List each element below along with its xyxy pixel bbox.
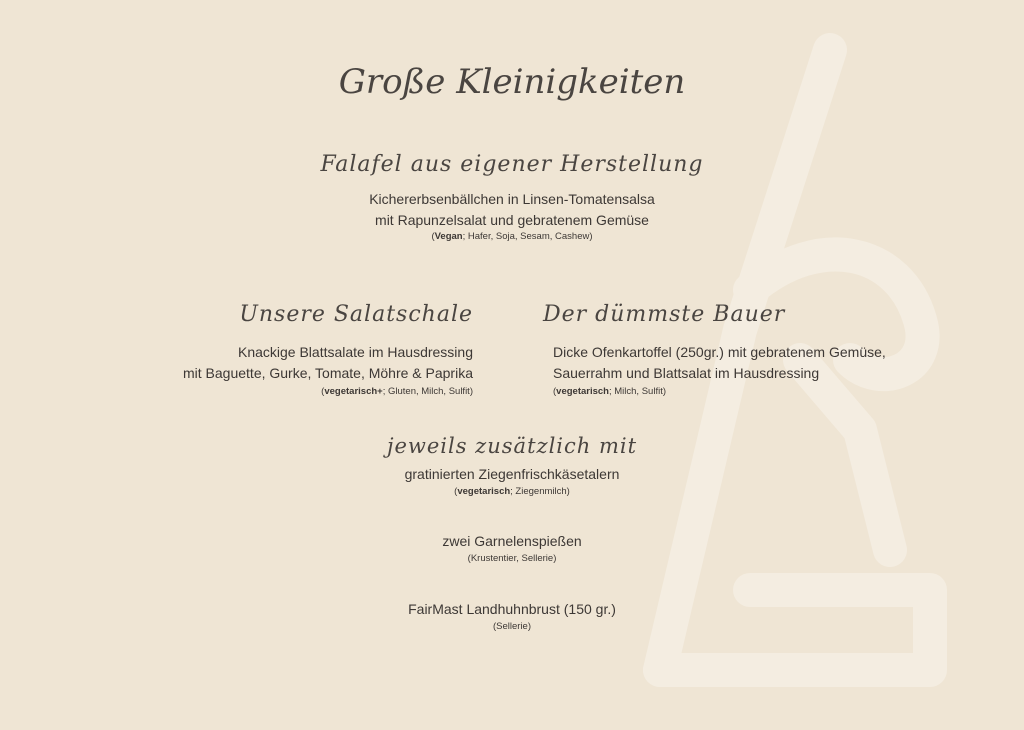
extra-item-landhuhnbrust-allergen-note: (Sellerie)	[492, 621, 532, 632]
extra-item-ziegenkaese-diet-tag: vegetarisch	[457, 486, 511, 497]
extras-heading: jeweils zusätzlich mit	[386, 434, 638, 458]
bauer-diet-tag: vegetarisch	[556, 386, 609, 397]
bauer-line2: Sauerrahm und Blattsalat im Hausdressing	[553, 365, 820, 381]
falafel-diet-tag: Vegan	[434, 231, 463, 242]
salatschale-allergens: ; Gluten, Milch, Sulfit	[382, 386, 470, 397]
bauer-line1: Dicke Ofenkartoffel (250gr.) mit gebratenem Gemüse,	[553, 344, 886, 360]
salatschale-allergen-note: (vegetarisch+; Gluten, Milch, Sulfit)	[321, 386, 473, 397]
page-title: Große Kleinigkeiten	[338, 62, 686, 102]
extra-item-garnelen: zwei Garnelenspießen	[442, 533, 582, 549]
extra-item-garnelen-allergens: Krustentier, Sellerie	[470, 553, 554, 564]
extra-item-ziegenkaese-allergens: ; Ziegenmilch	[510, 486, 567, 497]
salatschale-line1: Knackige Blattsalate im Hausdressing	[237, 344, 473, 360]
extra-item-landhuhnbrust: FairMast Landhuhnbrust (150 gr.)	[408, 601, 616, 617]
falafel-allergens: ; Hafer, Soja, Sesam, Cashew	[462, 231, 590, 242]
bauer-allergen-note: (vegetarisch; Milch, Sulfit)	[553, 386, 667, 397]
extra-item-ziegenkaese: gratinierten Ziegenfrischkäsetalern	[404, 466, 620, 482]
falafel-allergen-note: (Vegan; Hafer, Soja, Sesam, Cashew)	[431, 231, 593, 242]
salatschale-diet-tag: vegetarisch+	[324, 386, 383, 397]
salatschale-line2: mit Baguette, Gurke, Tomate, Möhre & Paprika	[183, 365, 473, 381]
extra-item-landhuhnbrust-allergens: Sellerie	[496, 621, 528, 632]
extra-item-garnelen-allergen-note: (Krustentier, Sellerie)	[467, 553, 557, 564]
falafel-heading: Falafel aus eigener Herstellung	[320, 152, 704, 177]
bauer-allergens: ; Milch, Sulfit	[608, 386, 663, 397]
falafel-line1: Kichererbsenbällchen in Linsen-Tomatensalsa	[369, 191, 655, 207]
falafel-line2: mit Rapunzelsalat und gebratenem Gemüse	[375, 212, 649, 228]
extra-item-ziegenkaese-allergen-note: (vegetarisch; Ziegenmilch)	[454, 486, 570, 497]
salatschale-heading: Unsere Salatschale	[239, 302, 473, 327]
bauer-heading: Der dümmste Bauer	[543, 302, 786, 327]
